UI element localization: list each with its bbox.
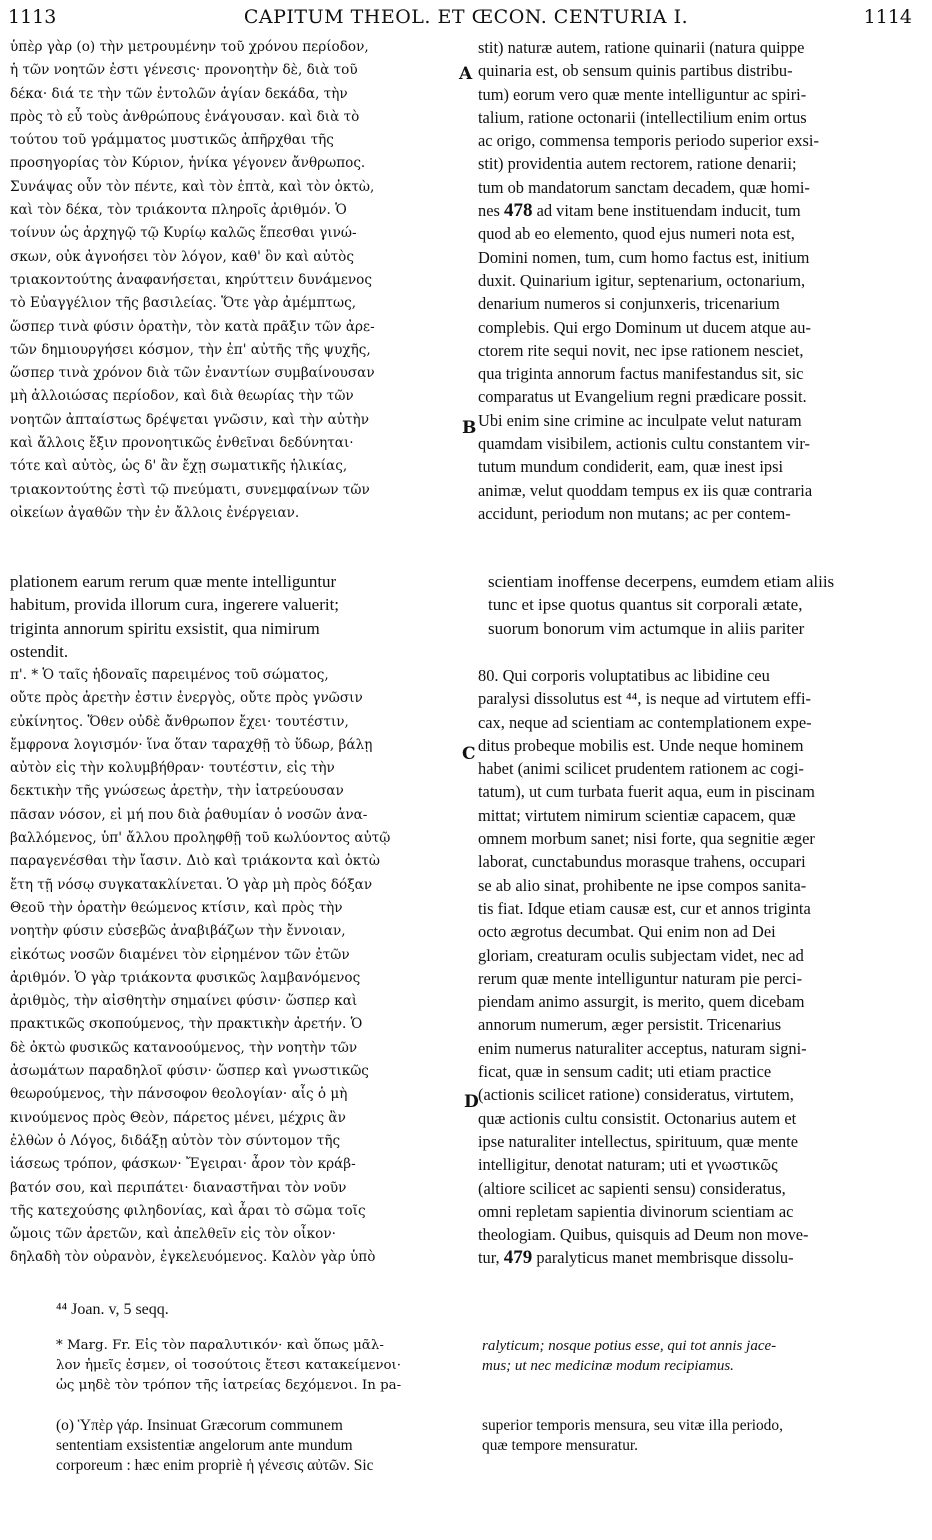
margin-marker-b: B bbox=[462, 418, 477, 438]
latin-line: omni repletam sapientia divinorum scientiam ac bbox=[478, 1201, 794, 1221]
latin-column-bottom bbox=[478, 664, 923, 1270]
greek-line: τοίνυν ὡς ἀρχηγῷ τῷ Κυρίῳ καλῶς ἕπεσθαι γινώ- bbox=[10, 225, 357, 242]
greek-line: τούτου τοῦ γράμματος μυστικῶς ἀπῆρχθαι τῆς bbox=[10, 132, 334, 149]
latin-fragment: paralyticus manet membrisque dissolu- bbox=[536, 1248, 794, 1268]
note-line: sententiam exsistentiæ angelorum ante mundum bbox=[56, 1437, 353, 1454]
latin-line: tutum mundum condiderit, eam, quæ inest ipsi bbox=[478, 457, 784, 477]
latin-line: ac origo, commensa temporis periodo superior exsi- bbox=[478, 131, 819, 151]
latin-line: ipse naturaliter intellectus, spirituum, quæ mente bbox=[478, 1131, 799, 1151]
latin-line: duxit. Quinarium igitur, septenarium, octonarium, bbox=[478, 270, 806, 290]
running-header bbox=[0, 6, 932, 32]
greek-column-top bbox=[10, 36, 460, 525]
greek-line: ἔτη τῇ νόσῳ συγκατακλίνεται. Ὁ γὰρ μὴ πρὸς δόξαν bbox=[10, 876, 373, 893]
wide-line bbox=[10, 570, 922, 593]
full-width-text bbox=[10, 570, 922, 663]
latin-line: quod ab eo elemento, quod ejus numeri nota est, bbox=[478, 224, 795, 244]
greek-line: σκων, οὐκ ἀγνοήσει τὸν λόγον, καθ' ὃν καὶ αὐτὸς bbox=[10, 248, 354, 265]
note-line: quæ tempore mensuratur. bbox=[482, 1437, 639, 1454]
greek-line: ὥσπερ τινὰ χρόνον διὰ τῶν ἐναντίων συμβαίνουσαν bbox=[10, 365, 375, 382]
latin-line: quæ actionis cultu consistit. Octonarius autem et bbox=[478, 1108, 797, 1128]
latin-line: tum ob mandatorum sanctam decadem, quæ homi- bbox=[478, 177, 810, 197]
latin-line: piendam animo assurgit, is merito, quem dicebam bbox=[478, 992, 805, 1012]
latin-line: (actionis scilicet ratione) consideratus, virtutem, bbox=[478, 1085, 794, 1105]
latin-line: talium, ratione octonarii (intellectilium enim ortus bbox=[478, 107, 807, 127]
greek-line: καὶ ἄλλοις ἔξιν προνοητικῶς ἐνθεῖναι δεδύνηται· bbox=[10, 435, 354, 452]
wide-line-right: scientiam inoffense decerpens, eumdem etiam aliis bbox=[488, 572, 835, 591]
latin-line: ctorem rite sequi novit, nec ipse rationem nesciet, bbox=[478, 340, 804, 360]
wide-line-left: ostendit. bbox=[10, 641, 69, 661]
greek-line: δηλαδὴ τὸν οὐρανὸν, ἐγκελευόμενος. Καλὸν γὰρ ὑπὸ bbox=[10, 1249, 376, 1266]
greek-column-bottom bbox=[10, 664, 460, 1270]
greek-line: ἔμφρονα λογισμόν· ἵνα ὅταν ταραχθῇ τὸ ὕδωρ, βάλῃ bbox=[10, 736, 373, 753]
greek-line: ὑπὲρ γὰρ (ο) τὴν μετρουμένην τοῦ χρόνου περίοδον, bbox=[10, 39, 369, 55]
latin-line: comparatus ut Evangelium regni prædicare possit. bbox=[478, 387, 807, 407]
wide-line-left: habitum, provida illorum cura, ingerere valuerit; bbox=[10, 595, 340, 615]
greek-line: ἀριθμὸς, τὴν αἰσθητὴν σημαίνει φύσιν· ὥσπερ καὶ bbox=[10, 993, 358, 1010]
greek-line: νοητῶν ἀπταίστως δρέψεται γνῶσιν, καὶ τὴν αὐτὴν bbox=[10, 411, 369, 428]
wide-line bbox=[10, 617, 922, 640]
greek-line: ὤμοις τῶν ἀρετῶν, καὶ ἀπελθεῖν εἰς τὸν οἶκον· bbox=[10, 1226, 336, 1243]
greek-line: πᾶσαν νόσον, εἰ μή που διὰ ῥαθυμίαν ὁ νοσῶν ἀνα- bbox=[10, 806, 368, 823]
latin-line: animæ, velut quoddam tempus ex iis quæ contraria bbox=[478, 480, 813, 500]
footnote-reference: ⁴⁴ Joan. v, 5 seqq. bbox=[56, 1301, 169, 1318]
latin-line: cax, neque ad scientiam ac contemplationem expe- bbox=[478, 712, 812, 732]
latin-line bbox=[478, 1246, 923, 1269]
greek-line: θεωρούμενος, τὴν πάνσοφον θεολογίαν· αἷς ὁ μὴ bbox=[10, 1086, 348, 1103]
greek-line: δὲ ὀκτὼ φυσικῶς κατανοούμενος, τὴν νοητὴν τῶν bbox=[10, 1039, 358, 1056]
greek-line: τότε καὶ αὐτὸς, ὡς δ' ἂν ἔχῃ σωματικῆς ἡλικίας, bbox=[10, 458, 348, 475]
column-number: 479 bbox=[503, 1247, 533, 1269]
wide-line-right: tunc et ipse quotus quantus sit corporali ætate, bbox=[488, 595, 803, 615]
note-line: ὡς μηδὲ τὸν τρόπον τῆς ἰατρείας δεχόμενοι. In pa- bbox=[56, 1378, 402, 1393]
greek-line: κινούμενος πρὸς Θεὸν, πάρετος μένει, μέχρις ἂν bbox=[10, 1109, 346, 1126]
greek-line: π'. * Ὁ ταῖς ἡδοναῖς παρειμένος τοῦ σώματος, bbox=[10, 667, 329, 683]
greek-line: παραγενέσθαι τὴν ἴασιν. Διὸ καὶ τριάκοντα καὶ ὀκτὼ bbox=[10, 853, 380, 870]
latin-line: theologiam. Quibus, quisquis ad Deum non move- bbox=[478, 1225, 809, 1245]
latin-line: tatum), ut cum turbata fuerit aqua, eum in piscinam bbox=[478, 782, 815, 802]
latin-line: tum) eorum vero quæ mente intelliguntur ac spiri- bbox=[478, 84, 807, 104]
greek-line: τριακοντούτης ἀναφανήσεται, κηρύττειν δυνάμενος bbox=[10, 271, 372, 288]
latin-line: Ubi enim sine crimine ac inculpate velut naturam bbox=[478, 410, 802, 430]
greek-line: τῆς κατεχούσης φιληδονίας, καὶ ἆραι τὸ σῶμα τοῖς bbox=[10, 1202, 366, 1219]
greek-line: Θεοῦ τὴν ὁρατὴν θεώμενος κτίσιν, καὶ πρὸς τὴν bbox=[10, 899, 343, 916]
wide-line bbox=[10, 640, 922, 663]
greek-line: καὶ τὸν δέκα, τὸν τριάκοντα πληροῖς ἀριθμόν. Ὁ bbox=[10, 202, 347, 219]
wide-line bbox=[10, 593, 922, 616]
latin-line: gloriam, creaturam oculis subjectam videt, nec ad bbox=[478, 945, 804, 965]
marginal-note-right bbox=[482, 1336, 922, 1376]
wide-line-left: triginta annorum spiritu exsistit, qua nimirum bbox=[10, 618, 320, 638]
greek-line: τὸ Εὐαγγέλιον τῆς βασιλείας. Ὅτε γὰρ ἀμέμπτως, bbox=[10, 295, 357, 312]
editor-note-right bbox=[482, 1416, 922, 1456]
greek-line: ἰάσεως τρόπον, φάσκων· Ἔγειραι· ἆρον τὸν κράβ- bbox=[10, 1156, 356, 1173]
greek-line: πρακτικῶς σκοπούμενος, τὴν πρακτικὴν ἀρετήν. Ὁ bbox=[10, 1016, 363, 1033]
margin-marker-a: A bbox=[459, 64, 473, 84]
greek-line: ὥσπερ τινὰ φύσιν ὁρατὴν, τὸν κατὰ πρᾶξιν τῶν ἀρε- bbox=[10, 318, 375, 335]
editor-note-left bbox=[56, 1416, 461, 1476]
greek-line: οὔτε πρὸς ἀρετὴν ἐστιν ἐνεργὸς, οὔτε πρὸς γνῶσιν bbox=[10, 690, 363, 707]
latin-line: quamdam visibilem, actionis cultu constantem vir- bbox=[478, 434, 810, 454]
latin-column-top bbox=[478, 36, 923, 525]
greek-line: τριακοντούτης ἐστὶ τῷ πνεύματι, συνεμφαίνων τῶν bbox=[10, 481, 370, 498]
latin-line: stit) naturæ autem, ratione quinarii (natura quippe bbox=[478, 38, 805, 57]
latin-line: (altiore scilicet ac sapienti sensu) consideratus, bbox=[478, 1178, 786, 1198]
latin-line: rerum quæ mente intelliguntur naturam pie perci- bbox=[478, 968, 803, 988]
note-line: (ο) Ὑπὲρ γάρ. Insinuat Græcorum communem bbox=[56, 1417, 343, 1434]
page-number-left: 1113 bbox=[8, 6, 57, 28]
greek-line: Συνάψας οὖν τὸν πέντε, καὶ τὸν ἑπτὰ, καὶ τὸν ὀκτὼ, bbox=[10, 178, 375, 195]
latin-line: mittat; virtutem nimirum scientiæ capacem, quæ bbox=[478, 805, 796, 825]
greek-line: ἀσωμάτων παραδηλοῖ φύσιν· ὥσπερ καὶ γνωστικῶς bbox=[10, 1063, 369, 1080]
latin-line bbox=[478, 199, 923, 222]
greek-line: νοητὴν φύσιν εὐσεβῶς ἀναβιβάζων τὴν ἔννοιαν, bbox=[10, 923, 346, 940]
running-title: CAPITUM THEOL. ET ŒCON. CENTURIA I. bbox=[243, 6, 689, 28]
greek-line: οἰκείων ἀγαθῶν τὴν ἐν ἄλλοις ἐνέργειαν. bbox=[10, 504, 300, 521]
greek-line: εὐκίνητος. Ὅθεν οὐδὲ ἄνθρωπον ἔχει· τουτέστιν, bbox=[10, 713, 349, 730]
note-line: λον ἡμεῖς ἐσμεν, οἱ τοσούτοις ἔτεσι κατακείμενοι· bbox=[56, 1358, 402, 1373]
greek-line: μὴ ἀλλοιώσας περίοδον, καὶ διὰ θεωρίας τὴν τῶν bbox=[10, 388, 354, 405]
greek-line: αὐτὸν εἰς τὴν κολυμβήθραν· τουτέστιν, εἰς τὴν bbox=[10, 760, 335, 777]
latin-line: stit) providentia autem rectorem, ratione denarii; bbox=[478, 154, 797, 174]
latin-line: habet (animi scilicet prudentem rationem ac cogi- bbox=[478, 759, 804, 779]
latin-line: accidunt, periodum non mutans; ac per contem- bbox=[478, 503, 791, 523]
latin-line: paralysi dissolutus est ⁴⁴, is neque ad virtutem effi- bbox=[478, 689, 811, 709]
page-number-right: 1114 bbox=[863, 6, 912, 28]
latin-line: qua triginta annorum factus manifestandus sit, sic bbox=[478, 364, 804, 384]
greek-line: βαλλόμενος, ὑπ' ἄλλου προληφθῇ τοῦ κωλύοντος αὐτῷ bbox=[10, 830, 391, 847]
latin-fragment: tur, bbox=[478, 1248, 500, 1268]
latin-line: omnem morbum sanet; nisi forte, qua segnitie æger bbox=[478, 829, 815, 849]
note-line: mus; ut nec medicinæ modum recipiamus. bbox=[482, 1358, 734, 1374]
latin-line: quinaria est, ob sensum quinis partibus distribu- bbox=[478, 61, 793, 81]
latin-line: denarium numeros si conjunxeris, tricenarium bbox=[478, 294, 780, 314]
latin-line: octo ægrotus decumbat. Qui enim non ad Dei bbox=[478, 922, 776, 942]
latin-line: laborat, cunctabundus morasque trahens, occupari bbox=[478, 852, 806, 872]
latin-line: 80. Qui corporis voluptatibus ac libidine ceu bbox=[478, 666, 770, 685]
latin-line: ditus probeque mobilis est. Unde neque hominem bbox=[478, 735, 804, 755]
note-line: * Marg. Fr. Εἰς τὸν παραλυτικόν· καὶ ὅπως μᾶλ- bbox=[56, 1338, 384, 1353]
greek-line: ἡ τῶν νοητῶν ἐστι γένεσις· προνοητὴν δὲ, διὰ τοῦ bbox=[10, 62, 358, 79]
latin-line: complebis. Qui ergo Dominum ut ducem atque au- bbox=[478, 317, 811, 337]
margin-marker-c: C bbox=[462, 744, 476, 764]
greek-line: ἐλθὼν ὁ Λόγος, διδάξῃ αὐτὸν τὸν σύντομον τῆς bbox=[10, 1132, 341, 1149]
note-line: superior temporis mensura, seu vitæ illa periodo, bbox=[482, 1417, 783, 1434]
greek-line: εἰκότως νοσῶν διαμένει τὸν εἰρημένον τῶν ἐτῶν bbox=[10, 946, 350, 963]
latin-fragment: nes bbox=[478, 201, 500, 221]
greek-line: δέκα· διά τε τὴν τῶν ἐντολῶν ἁγίαν δεκάδα, τὴν bbox=[10, 85, 348, 102]
wide-line-left: plationem earum rerum quæ mente intelliguntur bbox=[10, 572, 337, 591]
note-line: ralyticum; nosque potius esse, qui tot annis jace- bbox=[482, 1338, 777, 1354]
column-number: 478 bbox=[503, 200, 533, 222]
latin-line: ficat, quæ in sensum cadit; uti etiam practice bbox=[478, 1062, 772, 1082]
greek-line: πρὸς τὸ εὖ τοὺς ἀνθρώπους ἐνάγουσαν. καὶ διὰ τὸ bbox=[10, 108, 360, 125]
margin-marker-d: D bbox=[464, 1092, 479, 1112]
marginal-note-left bbox=[56, 1336, 461, 1396]
greek-line: βατόν σου, καὶ περιπάτει· διαναστῆναι τὸν νοῦν bbox=[10, 1179, 347, 1196]
latin-line: annorum numerum, æger persistit. Tricenarius bbox=[478, 1015, 782, 1035]
latin-fragment: ad vitam bene instituendam inducit, tum bbox=[536, 201, 801, 221]
latin-line: enim numerus naturaliter acceptus, naturam signi- bbox=[478, 1038, 807, 1058]
latin-line: se ab alio sinat, prohibente ne ipse compos sanita- bbox=[478, 875, 807, 895]
latin-line: intelligitur, denotat naturam; uti et γνωστικῶς bbox=[478, 1155, 778, 1175]
latin-line: Domini nomen, tum, cum homo factus est, initium bbox=[478, 247, 810, 267]
greek-line: δεκτικὴν τῆς γνώσεως ἀρετὴν, τὴν ἰατρεύουσαν bbox=[10, 783, 344, 800]
greek-line: προσηγορίας τὸν Κύριον, ἡνίκα γέγονεν ἄνθρωπος. bbox=[10, 155, 366, 172]
wide-line-right: suorum bonorum vim actumque in aliis pariter bbox=[488, 618, 805, 638]
greek-line: ἀριθμόν. Ὁ γὰρ τριάκοντα φυσικῶς λαμβανόμενος bbox=[10, 969, 361, 986]
greek-line: τῶν δημιουργήσει κόσμον, τὴν ἐπ' αὐτῆς τῆς ψυχῆς, bbox=[10, 341, 371, 358]
note-line: corporeum : hæc enim propriè ἡ γένεσις αὐτῶν. Sic bbox=[56, 1457, 374, 1474]
latin-line: tis fiat. Idque etiam causæ est, cur et annos triginta bbox=[478, 898, 811, 918]
